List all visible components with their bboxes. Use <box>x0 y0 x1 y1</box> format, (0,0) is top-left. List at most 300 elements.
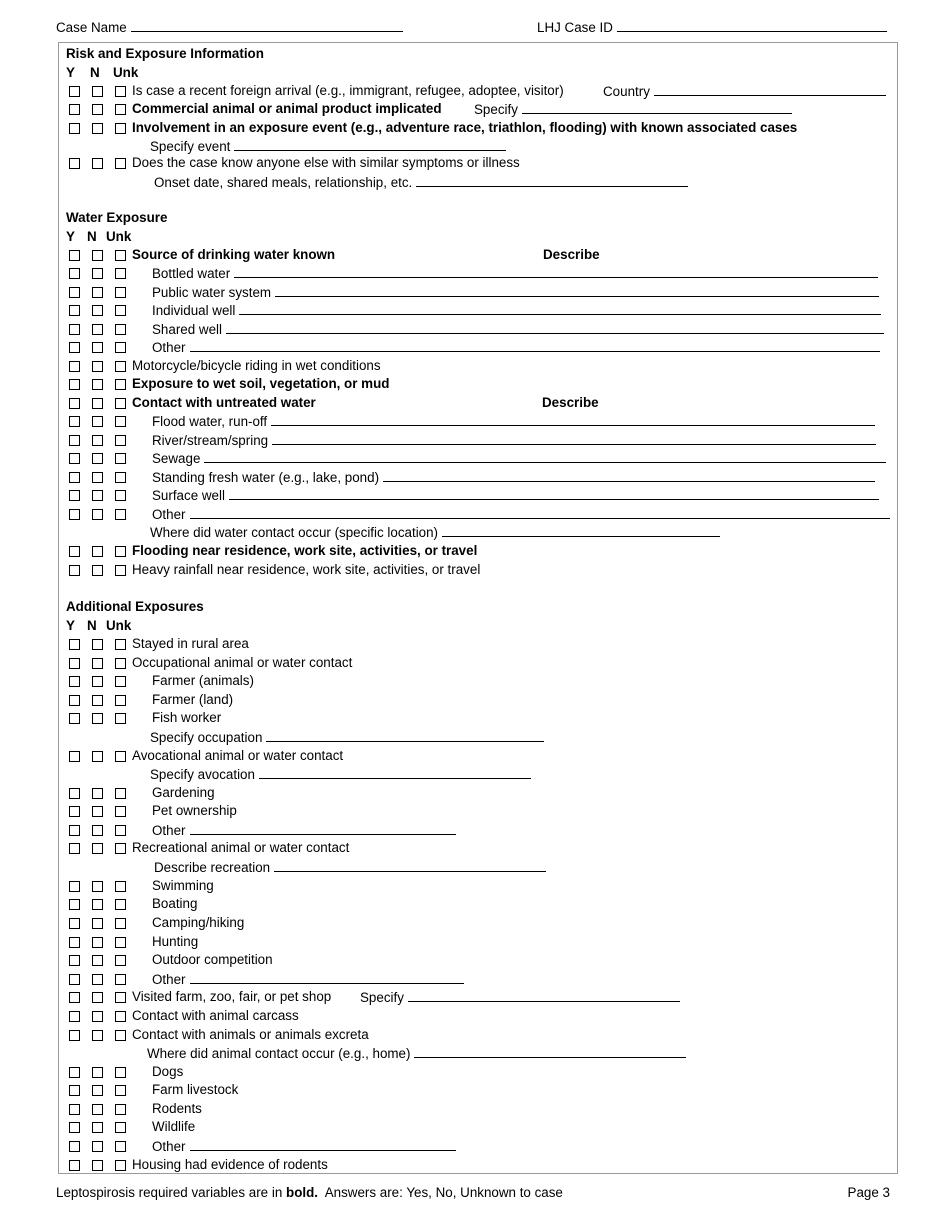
add-rural-row <box>59 636 895 653</box>
individual-field[interactable] <box>152 302 881 318</box>
describe-line[interactable] <box>229 487 879 500</box>
describe-label: Describe <box>542 395 599 410</box>
unk-checkbox[interactable] <box>115 546 126 557</box>
describe-line[interactable] <box>272 432 876 445</box>
add-rodents-row <box>59 1101 895 1118</box>
no-checkbox[interactable] <box>92 825 103 836</box>
option-label: Standing fresh water (e.g., lake, pond) <box>152 470 380 485</box>
risk-foreign-arrival-row <box>59 83 895 100</box>
water-standing-row <box>59 469 895 486</box>
add-other-row <box>59 822 895 839</box>
yes-checkbox[interactable] <box>69 1085 80 1096</box>
footer-note: Leptospirosis required variables are in bold. Answers are: Yes, No, Unknown to case <box>56 1185 563 1200</box>
public-field[interactable] <box>152 284 879 300</box>
unk-checkbox[interactable] <box>115 158 126 169</box>
add-carcass-row <box>59 1008 895 1025</box>
option-label: Other <box>152 507 186 522</box>
yes-checkbox[interactable] <box>69 86 80 97</box>
yes-checkbox[interactable] <box>69 899 80 910</box>
no-checkbox[interactable] <box>92 695 103 706</box>
lhj-case-id-line[interactable] <box>617 19 887 32</box>
ynu-header: Y N Unk <box>66 618 132 633</box>
describe-line[interactable] <box>275 284 879 297</box>
yes-checkbox[interactable] <box>69 974 80 985</box>
other-field[interactable] <box>152 822 456 838</box>
unk-checkbox[interactable] <box>115 1160 126 1171</box>
no-checkbox[interactable] <box>92 305 103 316</box>
yes-checkbox[interactable] <box>69 509 80 520</box>
option-label: Farmer (land) <box>152 692 234 707</box>
standing-field[interactable] <box>152 469 875 485</box>
add-camping-row <box>59 915 895 932</box>
option-label: Flood water, run-off <box>152 414 268 429</box>
no-checkbox[interactable] <box>92 751 103 762</box>
unk-checkbox[interactable] <box>115 379 126 390</box>
yes-checkbox[interactable] <box>69 123 80 134</box>
yes-checkbox[interactable] <box>69 955 80 966</box>
no-checkbox[interactable] <box>92 918 103 929</box>
header <box>56 19 894 39</box>
no-checkbox[interactable] <box>92 974 103 985</box>
water-untreated-row <box>59 395 895 412</box>
no-checkbox[interactable] <box>92 287 103 298</box>
no-checkbox[interactable] <box>92 1141 103 1152</box>
option-label: Other <box>152 340 186 355</box>
unk-checkbox[interactable] <box>115 992 126 1003</box>
bottled-field[interactable] <box>152 265 878 281</box>
yes-checkbox[interactable] <box>69 937 80 948</box>
add-specify-avocation-row <box>59 766 895 783</box>
add-describe-recreation-row <box>59 859 895 876</box>
add-swimming-row <box>59 878 895 895</box>
add-fish-row <box>59 710 895 727</box>
yes-checkbox[interactable] <box>69 788 80 799</box>
add-boating-row <box>59 896 895 913</box>
specify-line[interactable] <box>522 101 792 114</box>
recreation-field[interactable] <box>154 859 546 875</box>
option-label: Other <box>152 823 186 838</box>
add-pet-row <box>59 803 895 820</box>
no-checkbox[interactable] <box>92 1011 103 1022</box>
unk-checkbox[interactable] <box>115 1122 126 1133</box>
no-checkbox[interactable] <box>92 490 103 501</box>
occupation-field[interactable] <box>150 729 544 745</box>
yes-checkbox[interactable] <box>69 453 80 464</box>
ynu-header: Y N Unk <box>66 65 139 80</box>
specify-event-label: Specify event <box>150 139 231 154</box>
case-name-label: Case Name <box>56 20 127 35</box>
no-checkbox[interactable] <box>92 676 103 687</box>
unk-checkbox[interactable] <box>115 324 126 335</box>
describe-line[interactable] <box>383 469 875 482</box>
yes-checkbox[interactable] <box>69 490 80 501</box>
question-label: Contact with untreated water <box>132 395 316 410</box>
water-where-row <box>59 524 895 541</box>
option-label: Hunting <box>152 934 199 949</box>
no-checkbox[interactable] <box>92 658 103 669</box>
describe-line[interactable] <box>190 339 880 352</box>
option-label: Rodents <box>152 1101 202 1116</box>
yes-checkbox[interactable] <box>69 1011 80 1022</box>
yes-checkbox[interactable] <box>69 806 80 817</box>
water-other-row <box>59 339 895 356</box>
describe-line[interactable] <box>190 506 890 519</box>
avocation-line[interactable] <box>259 766 531 779</box>
animal-location-line[interactable] <box>414 1045 686 1058</box>
yes-checkbox[interactable] <box>69 324 80 335</box>
option-label: Camping/hiking <box>152 915 245 930</box>
no-checkbox[interactable] <box>92 250 103 261</box>
avocation-label: Specify avocation <box>150 767 255 782</box>
water-soil-row <box>59 376 895 393</box>
other3-line[interactable] <box>190 1138 456 1151</box>
no-checkbox[interactable] <box>92 435 103 446</box>
question-label: Avocational animal or water contact <box>132 748 344 763</box>
question-label: Housing had evidence of rodents <box>132 1157 328 1172</box>
river-field[interactable] <box>152 432 876 448</box>
yes-checkbox[interactable] <box>69 1104 80 1115</box>
unk-checkbox[interactable] <box>115 416 126 427</box>
no-checkbox[interactable] <box>92 937 103 948</box>
water-location-field[interactable] <box>150 524 720 540</box>
yes-checkbox[interactable] <box>69 546 80 557</box>
onset-line[interactable] <box>416 174 688 187</box>
other3-field[interactable] <box>152 1138 456 1154</box>
unk-checkbox[interactable] <box>115 676 126 687</box>
unk-checkbox[interactable] <box>115 1030 126 1041</box>
no-checkbox[interactable] <box>92 342 103 353</box>
no-checkbox[interactable] <box>92 639 103 650</box>
no-checkbox[interactable] <box>92 123 103 134</box>
option-label: Bottled water <box>152 266 231 281</box>
risk-commercial-animal-row <box>59 101 895 118</box>
water-section-title: Water Exposure <box>66 210 168 225</box>
water-flood-row <box>59 413 895 430</box>
yes-checkbox[interactable] <box>69 472 80 483</box>
country-line[interactable] <box>654 83 886 96</box>
no-checkbox[interactable] <box>92 453 103 464</box>
yes-checkbox[interactable] <box>69 361 80 372</box>
unk-checkbox[interactable] <box>115 490 126 501</box>
water-surface-row <box>59 487 895 504</box>
option-label: Farmer (animals) <box>152 673 254 688</box>
question-label: Contact with animals or animals excreta <box>132 1027 369 1042</box>
no-checkbox[interactable] <box>92 546 103 557</box>
unk-checkbox[interactable] <box>115 788 126 799</box>
unk-checkbox[interactable] <box>115 1067 126 1078</box>
yes-checkbox[interactable] <box>69 379 80 390</box>
no-checkbox[interactable] <box>92 379 103 390</box>
lhj-case-id-field[interactable] <box>537 19 887 35</box>
option-label: Boating <box>152 896 198 911</box>
unk-checkbox[interactable] <box>115 250 126 261</box>
unk-checkbox[interactable] <box>115 104 126 115</box>
country-field[interactable] <box>603 83 886 99</box>
yes-checkbox[interactable] <box>69 843 80 854</box>
question-label: Is case a recent foreign arrival (e.g., immigrant, refugee, adoptee, visitor) <box>132 83 564 98</box>
page-number: Page 3 <box>847 1185 890 1200</box>
yes-checkbox[interactable] <box>69 305 80 316</box>
yes-checkbox[interactable] <box>69 676 80 687</box>
yes-checkbox[interactable] <box>69 342 80 353</box>
no-checkbox[interactable] <box>92 1122 103 1133</box>
unk-checkbox[interactable] <box>115 937 126 948</box>
specify-event-line[interactable] <box>234 138 506 151</box>
unk-checkbox[interactable] <box>115 268 126 279</box>
occupation-line[interactable] <box>266 729 544 742</box>
unk-checkbox[interactable] <box>115 825 126 836</box>
water-moto-row <box>59 358 895 375</box>
risk-similar-symptoms-row <box>59 155 895 172</box>
add-dogs-row <box>59 1064 895 1081</box>
no-checkbox[interactable] <box>92 1030 103 1041</box>
other2-field[interactable] <box>152 971 464 987</box>
risk-specify-event-row <box>59 138 895 155</box>
yes-checkbox[interactable] <box>69 1122 80 1133</box>
unk-checkbox[interactable] <box>115 565 126 576</box>
water-rainfall-row <box>59 562 895 579</box>
shared-field[interactable] <box>152 321 884 337</box>
describe-line[interactable] <box>271 413 875 426</box>
question-label: Exposure to wet soil, vegetation, or mud <box>132 376 390 391</box>
question-label: Flooding near residence, work site, activities, or travel <box>132 543 478 558</box>
unk-checkbox[interactable] <box>115 918 126 929</box>
animal-location-field[interactable] <box>147 1045 686 1061</box>
water-source-row <box>59 247 895 264</box>
unk-checkbox[interactable] <box>115 287 126 298</box>
unk-checkbox[interactable] <box>115 398 126 409</box>
no-checkbox[interactable] <box>92 1104 103 1115</box>
no-checkbox[interactable] <box>92 881 103 892</box>
describe-line[interactable] <box>226 321 884 334</box>
option-label: Other <box>152 1139 186 1154</box>
question-label: Does the case know anyone else with similar symptoms or illness <box>132 155 520 170</box>
flood-field[interactable] <box>152 413 875 429</box>
add-excreta-row <box>59 1027 895 1044</box>
unk-checkbox[interactable] <box>115 974 126 985</box>
risk-exposure-event-row <box>59 120 895 137</box>
yes-checkbox[interactable] <box>69 992 80 1003</box>
yes-checkbox[interactable] <box>69 565 80 576</box>
yes-checkbox[interactable] <box>69 1030 80 1041</box>
unk-checkbox[interactable] <box>115 509 126 520</box>
add-livestock-row <box>59 1082 895 1099</box>
water-public-row <box>59 284 895 301</box>
describe-line[interactable] <box>239 302 881 315</box>
animal-location-label: Where did animal contact occur (e.g., home) <box>147 1046 411 1061</box>
option-label: Swimming <box>152 878 214 893</box>
no-checkbox[interactable] <box>92 788 103 799</box>
other2-field[interactable] <box>152 506 890 522</box>
no-checkbox[interactable] <box>92 86 103 97</box>
unk-checkbox[interactable] <box>115 453 126 464</box>
option-label: Other <box>152 972 186 987</box>
footer <box>56 1185 894 1200</box>
question-label: Involvement in an exposure event (e.g., adventure race, triathlon, flooding) with known associated cases <box>132 120 798 135</box>
other-field[interactable] <box>152 339 880 355</box>
describe-label: Describe <box>543 247 600 262</box>
unk-checkbox[interactable] <box>115 435 126 446</box>
form-frame <box>58 42 898 1174</box>
unk-checkbox[interactable] <box>115 342 126 353</box>
no-checkbox[interactable] <box>92 268 103 279</box>
unk-checkbox[interactable] <box>115 806 126 817</box>
yes-checkbox[interactable] <box>69 398 80 409</box>
no-checkbox[interactable] <box>92 104 103 115</box>
add-visited-row <box>59 989 895 1006</box>
recreation-label: Describe recreation <box>154 860 271 875</box>
question-label: Contact with animal carcass <box>132 1008 299 1023</box>
no-checkbox[interactable] <box>92 899 103 910</box>
yes-checkbox[interactable] <box>69 416 80 427</box>
option-label: Dogs <box>152 1064 184 1079</box>
yes-checkbox[interactable] <box>69 287 80 298</box>
question-label: Occupational animal or water contact <box>132 655 353 670</box>
other2-line[interactable] <box>190 971 464 984</box>
add-other3-row <box>59 1138 895 1155</box>
specify-event-field[interactable] <box>150 138 506 154</box>
occupation-label: Specify occupation <box>150 730 263 745</box>
unk-checkbox[interactable] <box>115 955 126 966</box>
yes-checkbox[interactable] <box>69 435 80 446</box>
yes-checkbox[interactable] <box>69 1160 80 1171</box>
unk-checkbox[interactable] <box>115 1141 126 1152</box>
yes-checkbox[interactable] <box>69 713 80 724</box>
yes-checkbox[interactable] <box>69 1067 80 1078</box>
no-checkbox[interactable] <box>92 1085 103 1096</box>
add-specify-occupation-row <box>59 729 895 746</box>
yes-checkbox[interactable] <box>69 104 80 115</box>
yes-checkbox[interactable] <box>69 158 80 169</box>
question-label: Recreational animal or water contact <box>132 840 350 855</box>
yes-checkbox[interactable] <box>69 268 80 279</box>
option-label: Fish worker <box>152 710 222 725</box>
no-checkbox[interactable] <box>92 1067 103 1078</box>
unk-checkbox[interactable] <box>115 843 126 854</box>
add-recreational-row <box>59 840 895 857</box>
unk-checkbox[interactable] <box>115 658 126 669</box>
question-label: Stayed in rural area <box>132 636 249 651</box>
unk-checkbox[interactable] <box>115 123 126 134</box>
yes-checkbox[interactable] <box>69 639 80 650</box>
option-label: Sewage <box>152 451 201 466</box>
add-where-animal-row <box>59 1045 895 1062</box>
lhj-case-id-label: LHJ Case ID <box>537 20 613 35</box>
unk-checkbox[interactable] <box>115 361 126 372</box>
water-flooding-row <box>59 543 895 560</box>
specify-field[interactable] <box>474 101 792 117</box>
yes-checkbox[interactable] <box>69 250 80 261</box>
yes-checkbox[interactable] <box>69 658 80 669</box>
add-other2-row <box>59 971 895 988</box>
add-occupational-row <box>59 655 895 672</box>
option-label: Surface well <box>152 488 225 503</box>
no-checkbox[interactable] <box>92 361 103 372</box>
no-checkbox[interactable] <box>92 324 103 335</box>
describe-line[interactable] <box>204 450 886 463</box>
unk-checkbox[interactable] <box>115 639 126 650</box>
onset-field[interactable] <box>154 174 688 190</box>
describe-line[interactable] <box>234 265 878 278</box>
water-shared-row <box>59 321 895 338</box>
option-label: Public water system <box>152 285 272 300</box>
location-label: Where did water contact occur (specific location) <box>150 525 439 540</box>
risk-onset-row <box>59 174 895 191</box>
risk-section-title: Risk and Exposure Information <box>66 46 264 61</box>
no-checkbox[interactable] <box>92 955 103 966</box>
yes-checkbox[interactable] <box>69 918 80 929</box>
water-river-row <box>59 432 895 449</box>
no-checkbox[interactable] <box>92 472 103 483</box>
case-name-line[interactable] <box>131 19 403 32</box>
unk-checkbox[interactable] <box>115 881 126 892</box>
add-housing-row <box>59 1157 895 1174</box>
unk-checkbox[interactable] <box>115 713 126 724</box>
option-label: Individual well <box>152 303 236 318</box>
question-label: Visited farm, zoo, fair, or pet shop <box>132 989 332 1004</box>
other-line[interactable] <box>190 822 456 835</box>
no-checkbox[interactable] <box>92 565 103 576</box>
no-checkbox[interactable] <box>92 713 103 724</box>
sewage-field[interactable] <box>152 450 886 466</box>
option-label: Gardening <box>152 785 215 800</box>
surface-field[interactable] <box>152 487 879 503</box>
yes-checkbox[interactable] <box>69 825 80 836</box>
unk-checkbox[interactable] <box>115 1104 126 1115</box>
question-label: Source of drinking water known <box>132 247 336 262</box>
no-checkbox[interactable] <box>92 158 103 169</box>
no-checkbox[interactable] <box>92 806 103 817</box>
unk-checkbox[interactable] <box>115 1085 126 1096</box>
unk-checkbox[interactable] <box>115 695 126 706</box>
add-avocational-row <box>59 748 895 765</box>
option-label: Wildlife <box>152 1119 196 1134</box>
question-label: Motorcycle/bicycle riding in wet conditions <box>132 358 381 373</box>
question-label: Commercial animal or animal product implicated <box>132 101 442 116</box>
add-gardening-row <box>59 785 895 802</box>
unk-checkbox[interactable] <box>115 305 126 316</box>
no-checkbox[interactable] <box>92 509 103 520</box>
no-checkbox[interactable] <box>92 1160 103 1171</box>
onset-label: Onset date, shared meals, relationship, etc. <box>154 175 413 190</box>
unk-checkbox[interactable] <box>115 1011 126 1022</box>
unk-checkbox[interactable] <box>115 751 126 762</box>
case-name-field[interactable] <box>56 19 403 35</box>
add-hunting-row <box>59 934 895 951</box>
additional-section-title: Additional Exposures <box>66 599 204 614</box>
unk-checkbox[interactable] <box>115 472 126 483</box>
yes-checkbox[interactable] <box>69 695 80 706</box>
avocation-field[interactable] <box>150 766 531 782</box>
specify-line[interactable] <box>408 989 680 1002</box>
location-line[interactable] <box>442 524 720 537</box>
specify-label: Specify <box>360 990 404 1005</box>
unk-checkbox[interactable] <box>115 86 126 97</box>
unk-checkbox[interactable] <box>115 899 126 910</box>
yes-checkbox[interactable] <box>69 881 80 892</box>
no-checkbox[interactable] <box>92 843 103 854</box>
visited-specify-field[interactable] <box>360 989 680 1005</box>
no-checkbox[interactable] <box>92 416 103 427</box>
option-label: Farm livestock <box>152 1082 239 1097</box>
yes-checkbox[interactable] <box>69 751 80 762</box>
water-other2-row <box>59 506 895 523</box>
yes-checkbox[interactable] <box>69 1141 80 1152</box>
no-checkbox[interactable] <box>92 992 103 1003</box>
specify-label: Specify <box>474 102 518 117</box>
no-checkbox[interactable] <box>92 398 103 409</box>
recreation-line[interactable] <box>274 859 546 872</box>
